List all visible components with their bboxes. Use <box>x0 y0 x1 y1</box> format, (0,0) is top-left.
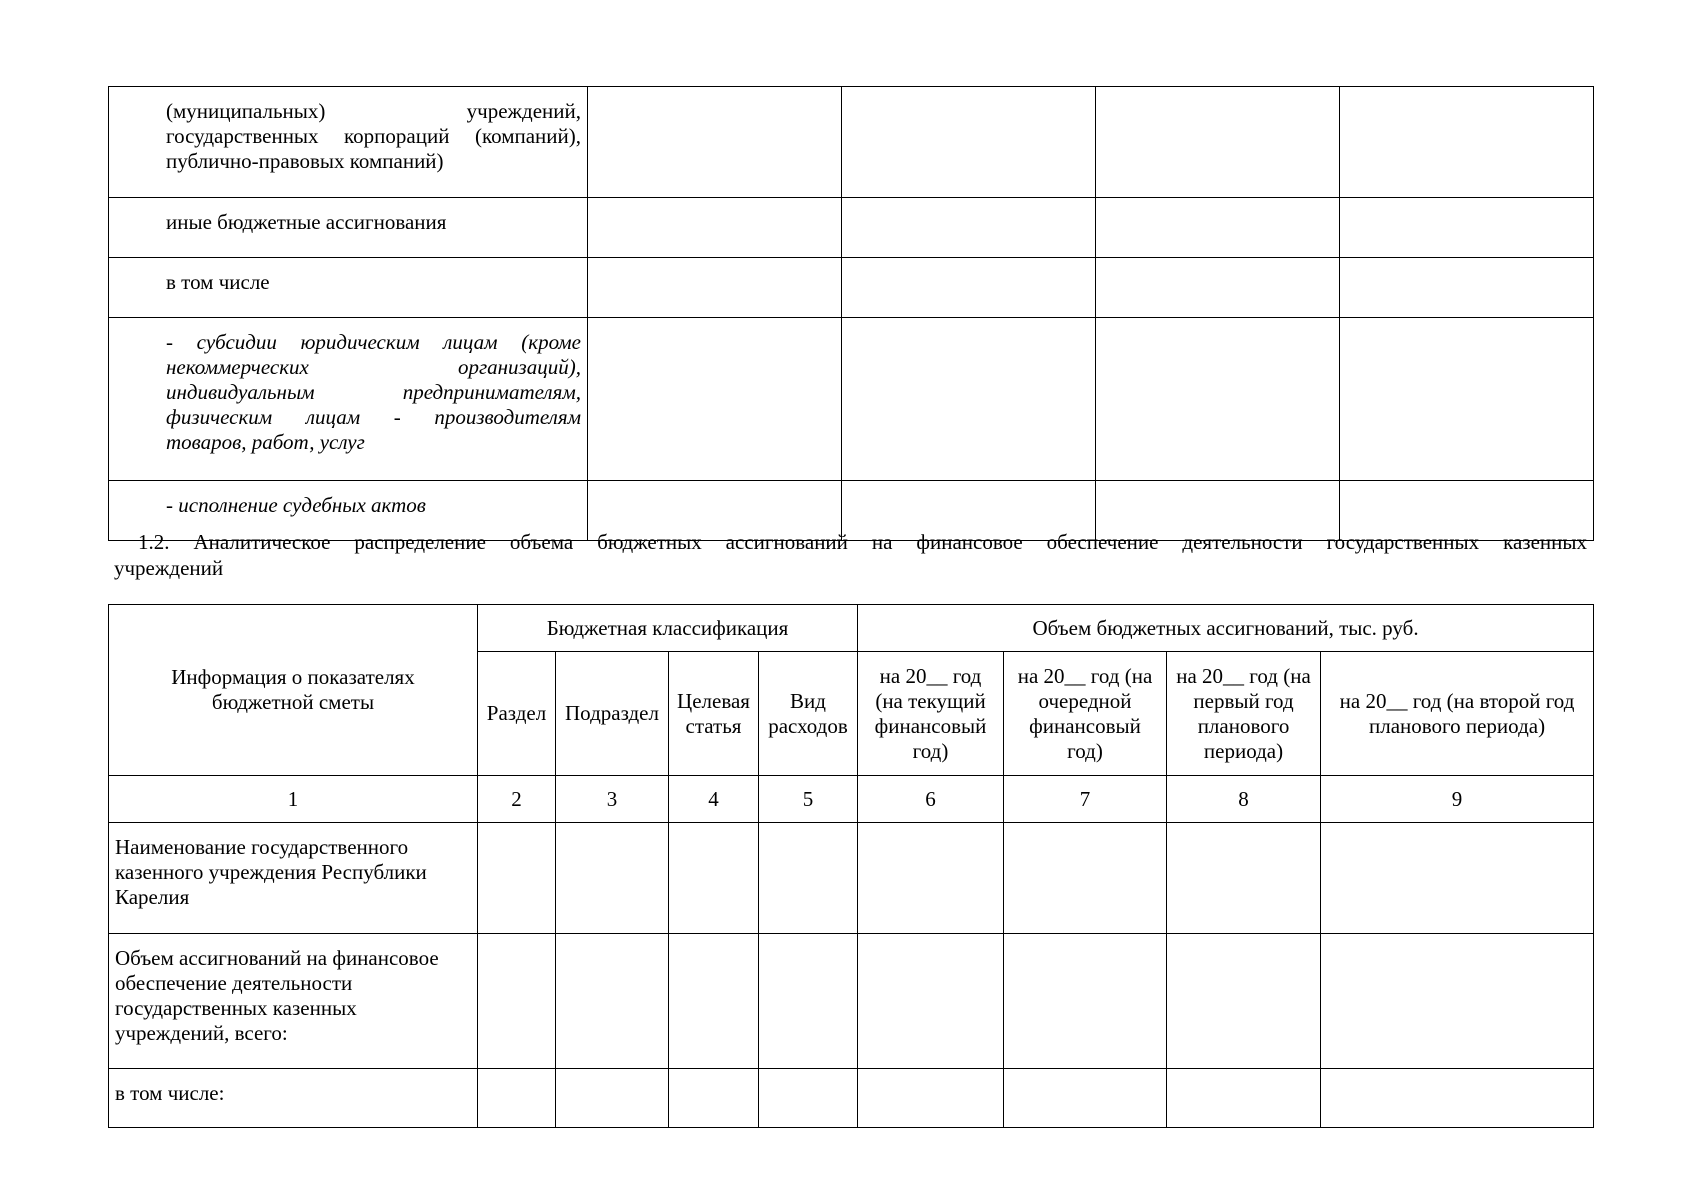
empty-cell <box>1167 934 1321 1069</box>
allocation-table <box>108 604 1594 1128</box>
table-row <box>109 198 1594 258</box>
empty-cell <box>556 823 669 934</box>
empty-cell <box>478 1069 556 1128</box>
header-year-next: на 20__ год (на очередной финансовый год) <box>1004 652 1167 776</box>
empty-cell <box>588 258 842 318</box>
empty-cell <box>478 934 556 1069</box>
empty-cell <box>588 198 842 258</box>
column-number: 7 <box>1004 776 1167 823</box>
empty-cell <box>1340 318 1594 481</box>
row-label-line: (муниципальных) учреждений, <box>166 99 581 123</box>
top-budget-table <box>108 86 1594 541</box>
empty-cell <box>588 87 842 198</box>
header-year-plan2: на 20__ год (на второй год планового периода) <box>1321 652 1594 776</box>
empty-cell <box>1167 823 1321 934</box>
table-row <box>109 318 1594 481</box>
header-podrazdel: Подраздел <box>556 652 669 776</box>
empty-cell <box>842 258 1096 318</box>
empty-cell <box>1321 934 1594 1069</box>
row-label: в том числе: <box>109 1069 478 1128</box>
table-row <box>109 934 1594 1069</box>
row-label-line: государственных корпораций (компаний), <box>166 124 581 148</box>
row-label: в том числе <box>109 258 588 318</box>
header-vid-raskhodov: Вид расходов <box>759 652 858 776</box>
column-number: 3 <box>556 776 669 823</box>
empty-cell <box>1340 87 1594 198</box>
empty-cell <box>759 823 858 934</box>
column-number: 4 <box>669 776 759 823</box>
empty-cell <box>669 934 759 1069</box>
empty-cell <box>669 823 759 934</box>
empty-cell <box>858 934 1004 1069</box>
empty-cell <box>669 1069 759 1128</box>
column-number: 8 <box>1167 776 1321 823</box>
row-label: иные бюджетные ассигнования <box>109 198 588 258</box>
empty-cell <box>478 823 556 934</box>
section-heading-line: 1.2. Аналитическое распределение объема бюджетных ассигнований на финансовое обеспечение деятельности государственных казенных <box>138 530 1587 554</box>
header-budget-classification: Бюджетная классификация <box>478 605 858 652</box>
column-number: 1 <box>109 776 478 823</box>
row-label-line: индивидуальным предпринимателям, <box>166 380 581 404</box>
row-label-line: некоммерческих организаций), <box>166 355 581 379</box>
column-number-row <box>109 776 1594 823</box>
empty-cell <box>1096 87 1340 198</box>
empty-cell <box>556 1069 669 1128</box>
table-row <box>109 823 1594 934</box>
header-info-col: Информация о показателях бюджетной сметы <box>109 605 478 776</box>
empty-cell <box>1321 823 1594 934</box>
row-label <box>109 87 588 198</box>
header-razdel: Раздел <box>478 652 556 776</box>
empty-cell <box>1096 198 1340 258</box>
row-label: Наименование государственного казенного учреждения Республики Карелия <box>109 823 478 934</box>
empty-cell <box>1004 1069 1167 1128</box>
header-year-current: на 20__ год (на текущий финансовый год) <box>858 652 1004 776</box>
row-label-line: физическим лицам - производителям <box>166 405 581 429</box>
empty-cell <box>1321 1069 1594 1128</box>
row-label: Объем ассигнований на финансовое обеспечение деятельности государственных казенных учреждений, всего: <box>109 934 478 1069</box>
row-label: - исполнение судебных актов <box>109 481 588 541</box>
empty-cell <box>1340 198 1594 258</box>
empty-cell <box>759 934 858 1069</box>
table-row <box>109 258 1594 318</box>
empty-cell <box>759 1069 858 1128</box>
row-label-line: публично-правовых компаний) <box>166 149 444 173</box>
row-label-line: товаров, работ, услуг <box>166 430 365 454</box>
empty-cell <box>842 318 1096 481</box>
empty-cell <box>1004 823 1167 934</box>
empty-cell <box>1096 318 1340 481</box>
empty-cell <box>858 823 1004 934</box>
column-number: 5 <box>759 776 858 823</box>
empty-cell <box>588 318 842 481</box>
empty-cell <box>1004 934 1167 1069</box>
header-row <box>109 605 1594 652</box>
header-year-plan1: на 20__ год (на первый год планового периода) <box>1167 652 1321 776</box>
header-volume: Объем бюджетных ассигнований, тыс. руб. <box>858 605 1594 652</box>
table-row <box>109 1069 1594 1128</box>
empty-cell <box>858 1069 1004 1128</box>
section-heading-line: учреждений <box>114 556 224 580</box>
header-tselevaya-statya: Целевая статья <box>669 652 759 776</box>
section-heading <box>114 529 1587 581</box>
empty-cell <box>842 87 1096 198</box>
empty-cell <box>842 198 1096 258</box>
empty-cell <box>556 934 669 1069</box>
row-label <box>109 318 588 481</box>
table-row <box>109 87 1594 198</box>
column-number: 2 <box>478 776 556 823</box>
empty-cell <box>1096 258 1340 318</box>
row-label-line: - субсидии юридическим лицам (кроме <box>166 330 581 354</box>
column-number: 9 <box>1321 776 1594 823</box>
column-number: 6 <box>858 776 1004 823</box>
empty-cell <box>1340 258 1594 318</box>
empty-cell <box>1167 1069 1321 1128</box>
